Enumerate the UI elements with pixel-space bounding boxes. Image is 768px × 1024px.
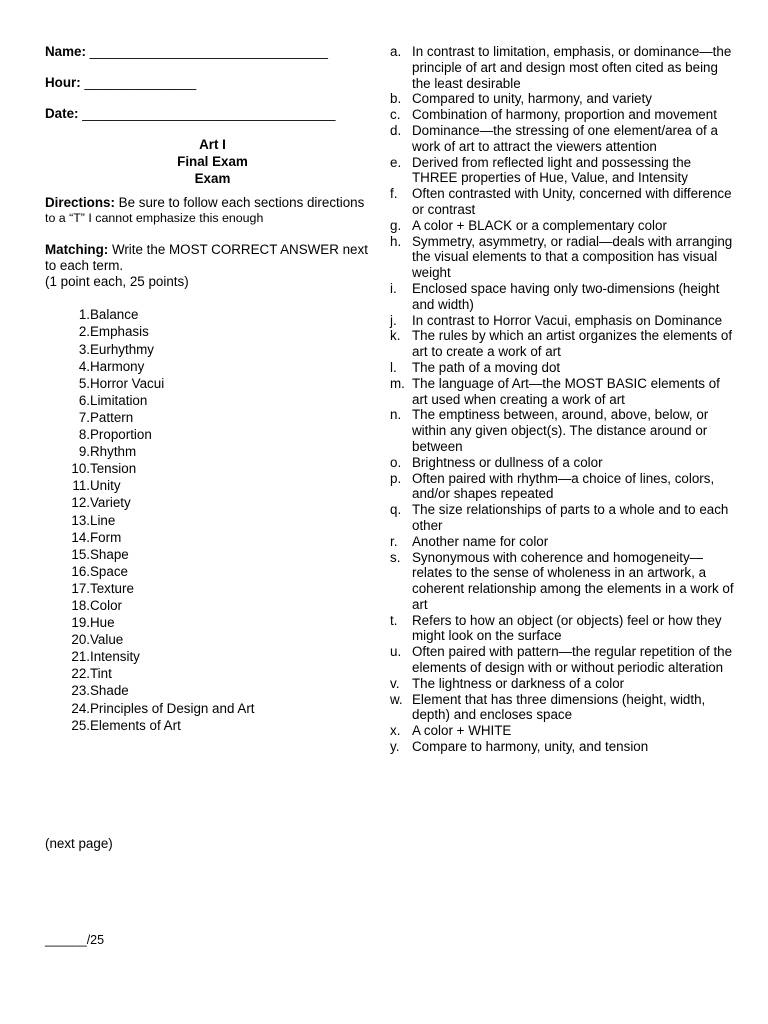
definition-text: Synonymous with coherence and homogeneity—relates to the sense of wholeness in an artwork, a coherent relationship among the elements in a work of art	[412, 549, 734, 612]
term-number: 24.	[71, 700, 90, 716]
definition-text: Compare to harmony, unity, and tension	[412, 739, 649, 755]
term-text: Form	[90, 529, 122, 545]
definition-item	[390, 613, 735, 645]
definition-text: The size relationships of parts to a whole and to each other	[412, 502, 729, 533]
definition-text: Combination of harmony, proportion and movement	[412, 107, 717, 123]
term-text: Variety	[90, 495, 131, 511]
definition-text: A color + WHITE	[412, 723, 512, 739]
term-number: 5.	[78, 375, 90, 391]
term-text: Elements of Art	[90, 717, 181, 733]
term-number: 1.	[78, 307, 90, 323]
matching-text: Write the MOST CORRECT ANSWER next to each term.	[45, 241, 368, 273]
name-label: Name:	[45, 44, 86, 59]
definition-letter: g.	[390, 217, 402, 233]
term-text: Principles of Design and Art	[90, 700, 255, 716]
definition-text: A color + BLACK or a complementary color	[412, 217, 667, 233]
hour-field	[45, 75, 380, 91]
term-item	[45, 614, 380, 631]
term-text: Tension	[90, 461, 137, 477]
definition-letter: r.	[390, 533, 398, 549]
definition-text: The lightness or darkness of a color	[412, 675, 625, 691]
definition-item	[390, 692, 735, 724]
right-column	[390, 44, 735, 755]
definition-text: Refers to how an object (or objects) feel or how they might look on the surface	[412, 612, 722, 644]
title-exam: Final Exam	[177, 154, 248, 170]
definition-item	[390, 313, 735, 329]
term-item	[45, 341, 380, 358]
term-item	[45, 477, 380, 494]
term-item	[45, 426, 380, 443]
term-item	[45, 563, 380, 580]
term-text: Shape	[90, 546, 129, 562]
term-text: Line	[90, 512, 116, 528]
term-text: Eurhythmy	[90, 341, 154, 357]
definition-text: Brightness or dullness of a color	[412, 454, 603, 470]
definition-text: In contrast to limitation, emphasis, or dominance—the principle of art and design most often cited as being the least desirable	[412, 44, 732, 91]
terms-list	[45, 306, 380, 733]
definition-letter: f.	[390, 186, 398, 202]
term-number: 25.	[71, 717, 90, 733]
definition-letter: s.	[390, 549, 401, 565]
term-text: Shade	[90, 683, 129, 699]
term-number: 23.	[71, 683, 90, 699]
definition-letter: k.	[390, 328, 401, 344]
term-number: 2.	[78, 324, 90, 340]
definition-item	[390, 644, 735, 676]
term-item	[45, 512, 380, 529]
definition-item	[390, 534, 735, 550]
term-text: Balance	[90, 307, 139, 323]
definition-text: The rules by which an artist organizes the elements of art to create a work of art	[412, 328, 733, 360]
exam-title	[45, 136, 380, 187]
definition-item	[390, 376, 735, 408]
definition-item	[390, 407, 735, 454]
definition-letter: a.	[390, 44, 402, 59]
definition-letter: v.	[390, 675, 400, 691]
term-number: 3.	[78, 341, 90, 357]
definition-letter: t.	[390, 612, 398, 628]
term-number: 21.	[71, 649, 90, 665]
term-item	[45, 597, 380, 614]
definition-text: Dominance—the stressing of one element/area of a work of art to attract the viewers attention	[412, 122, 718, 154]
definition-letter: j.	[390, 312, 397, 328]
term-number: 18.	[71, 597, 90, 613]
definition-item	[390, 107, 735, 123]
term-item	[45, 392, 380, 409]
term-number: 6.	[78, 392, 90, 408]
term-item	[45, 717, 380, 734]
definition-item	[390, 186, 735, 218]
term-item	[45, 580, 380, 597]
definition-text: In contrast to Horror Vacui, emphasis on Dominance	[412, 312, 723, 328]
definition-item	[390, 123, 735, 155]
matching-points: (1 point each, 25 points)	[45, 273, 189, 289]
definition-text: Symmetry, asymmetry, or radial—deals with arranging the visual elements to that a composition has visual weight	[412, 233, 733, 281]
term-item	[45, 494, 380, 511]
definition-item	[390, 155, 735, 187]
term-item	[45, 546, 380, 563]
term-number: 9.	[78, 444, 90, 460]
matching-block	[45, 242, 380, 289]
definition-letter: q.	[390, 502, 402, 518]
term-text: Proportion	[90, 427, 152, 443]
term-item	[45, 665, 380, 682]
term-item	[45, 648, 380, 665]
term-text: Tint	[90, 666, 112, 682]
hour-blank: _______________	[84, 74, 197, 90]
term-item	[45, 682, 380, 699]
hour-label: Hour:	[45, 74, 81, 90]
name-blank: ________________________________	[89, 44, 328, 59]
matching-label: Matching:	[45, 241, 109, 257]
definition-text: Element that has three dimensions (height, width, depth) and encloses space	[412, 691, 706, 723]
term-item	[45, 358, 380, 375]
term-text: Texture	[90, 580, 134, 596]
date-label: Date:	[45, 105, 79, 121]
definition-item	[390, 502, 735, 534]
definition-item	[390, 360, 735, 376]
definition-text: Another name for color	[412, 533, 549, 549]
term-number: 11.	[72, 478, 90, 494]
directions-continuation: to a “T” I cannot emphasize this enough	[45, 211, 264, 226]
next-page-note: (next page)	[45, 836, 113, 851]
definition-item	[390, 550, 735, 613]
term-number: 22.	[71, 666, 90, 682]
definition-letter: i.	[390, 280, 397, 296]
term-text: Pattern	[90, 409, 134, 425]
definition-item	[390, 281, 735, 313]
definition-text: Enclosed space having only two-dimensions (height and width)	[412, 280, 720, 312]
definition-text: The path of a moving dot	[412, 359, 561, 375]
definition-text: The language of Art—the MOST BASIC elements of art used when creating a work of art	[412, 375, 720, 407]
term-number: 7.	[78, 409, 90, 425]
definition-item	[390, 723, 735, 739]
definition-letter: l.	[390, 359, 397, 375]
definition-letter: o.	[390, 454, 402, 470]
definition-text: Often paired with rhythm—a choice of lines, colors, and/or shapes repeated	[412, 470, 715, 502]
directions-block	[45, 195, 380, 227]
term-number: 20.	[71, 632, 90, 648]
definition-letter: h.	[390, 233, 402, 249]
definition-letter: d.	[390, 122, 402, 138]
definition-letter: c.	[390, 107, 401, 123]
term-item	[45, 306, 380, 323]
term-item	[45, 631, 380, 648]
left-column	[45, 44, 380, 734]
term-item	[45, 443, 380, 460]
term-number: 10.	[71, 461, 90, 477]
term-number: 12.	[71, 495, 90, 511]
term-text: Intensity	[90, 649, 140, 665]
definition-item	[390, 44, 735, 91]
definition-text: The emptiness between, around, above, below, or within any given object(s). The distance around or between	[412, 407, 709, 454]
term-number: 13.	[71, 512, 90, 528]
definition-item	[390, 234, 735, 281]
term-text: Unity	[90, 478, 121, 494]
definition-text: Compared to unity, harmony, and variety	[412, 91, 652, 107]
term-text: Horror Vacui	[90, 375, 165, 391]
definition-letter: p.	[390, 470, 402, 486]
term-number: 17.	[71, 580, 90, 596]
term-item	[45, 409, 380, 426]
definition-letter: m.	[390, 375, 405, 391]
definition-item	[390, 218, 735, 234]
score-line: ______/25	[45, 933, 105, 947]
definition-item	[390, 455, 735, 471]
term-number: 8.	[78, 427, 90, 443]
term-text: Color	[90, 597, 122, 613]
term-text: Value	[90, 632, 124, 648]
term-number: 19.	[71, 615, 90, 631]
term-item	[45, 700, 380, 717]
term-number: 15.	[71, 546, 90, 562]
definitions-list	[390, 44, 735, 755]
definition-item	[390, 328, 735, 360]
definition-item	[390, 91, 735, 107]
name-field	[45, 44, 380, 60]
definition-item	[390, 739, 735, 755]
term-text: Hue	[90, 615, 115, 631]
term-text: Emphasis	[90, 324, 149, 340]
definition-letter: u.	[390, 644, 402, 660]
definition-text: Often contrasted with Unity, concerned with difference or contrast	[412, 186, 732, 217]
term-item	[45, 460, 380, 477]
definition-item	[390, 471, 735, 503]
definition-letter: w.	[390, 691, 403, 707]
term-number: 4.	[78, 358, 90, 374]
directions-label: Directions:	[45, 195, 115, 211]
definition-text: Derived from reflected light and possessing the THREE properties of Hue, Value, and Intensity	[412, 154, 692, 186]
date-field	[45, 106, 380, 122]
title-course: Art I	[199, 137, 226, 153]
term-text: Space	[90, 563, 128, 579]
definition-letter: n.	[390, 407, 402, 423]
definition-letter: y.	[390, 739, 400, 755]
term-item	[45, 323, 380, 340]
definition-item	[390, 676, 735, 692]
term-item	[45, 529, 380, 546]
term-number: 16.	[71, 563, 90, 579]
definition-letter: x.	[390, 723, 401, 739]
definition-text: Often paired with pattern—the regular repetition of the elements of design with or without periodic alteration	[412, 644, 733, 676]
term-text: Harmony	[90, 358, 145, 374]
title-sub: Exam	[194, 171, 231, 187]
term-text: Limitation	[90, 392, 148, 408]
definition-letter: b.	[390, 91, 402, 107]
term-text: Rhythm	[90, 444, 137, 460]
term-item	[45, 375, 380, 392]
date-blank: __________________________________	[82, 105, 336, 121]
directions-text: Be sure to follow each sections directions	[114, 195, 365, 211]
definition-letter: e.	[390, 154, 402, 170]
term-number: 14.	[71, 529, 90, 545]
